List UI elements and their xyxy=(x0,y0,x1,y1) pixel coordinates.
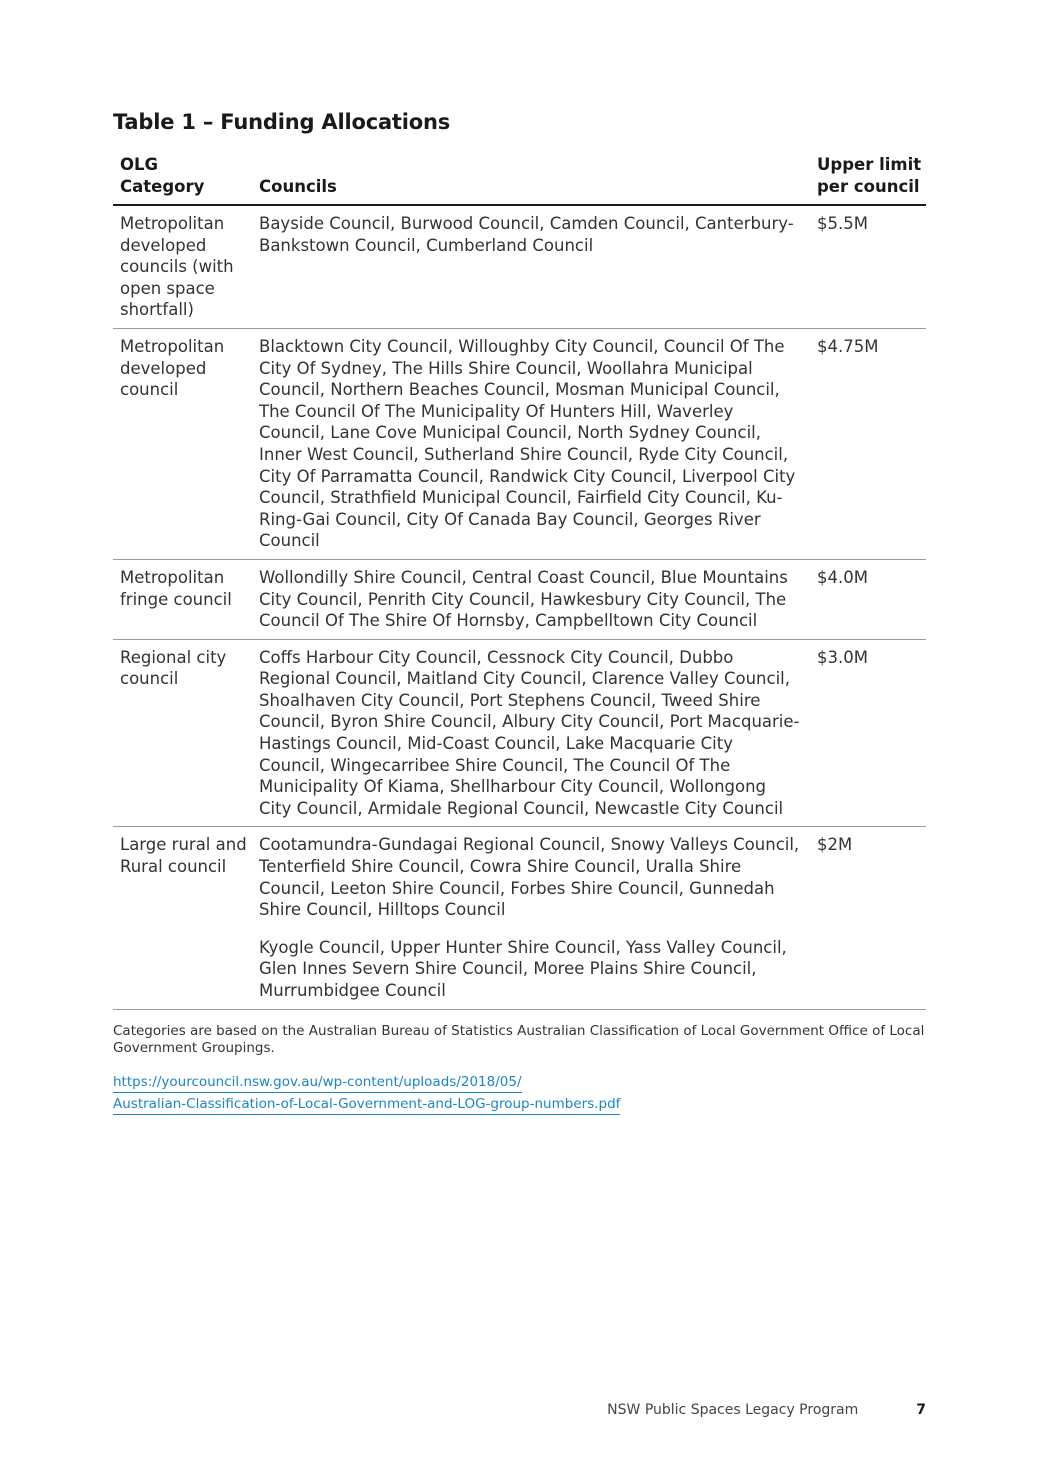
table-row xyxy=(113,559,926,639)
councils-paragraph: Blacktown City Council, Willoughby City Council, Council Of The City Of Sydney, The Hills Shire Council, Woollahra Municipal Council, Northern Beaches Council, Mosman Municipal Council, The Council Of The Municipality Of Hunters Hill, Waverley Council, Lane Cove Municipal Council, North Sydney Council, Inner West Council, Sutherland Shire Council, Ryde City Council, City Of Parramatta Council, Randwick City Council, Liverpool City Council, Strathfield Municipal Council, Fairfield City Council, Ku-Ring-Gai Council, City Of Canada Bay Council, Georges River Council xyxy=(259,336,796,551)
header-councils-label: Councils xyxy=(259,177,337,196)
row-upper-limit: $3.0M xyxy=(810,639,926,827)
row-category: Metropolitan fringe council xyxy=(113,559,252,639)
page-footer xyxy=(560,1402,926,1418)
table-row xyxy=(113,328,926,559)
row-councils xyxy=(252,328,810,559)
row-category: Large rural and Rural council xyxy=(113,827,252,1009)
row-upper-limit: $4.75M xyxy=(810,328,926,559)
reference-link[interactable] xyxy=(113,1071,926,1115)
header-olg-category-line1: OLG xyxy=(120,155,159,174)
document-page xyxy=(113,108,926,1115)
row-category: Metropolitan developed councils (with open space shortfall) xyxy=(113,205,252,328)
row-councils xyxy=(252,205,810,328)
row-councils xyxy=(252,827,810,1009)
row-upper-limit: $2M xyxy=(810,827,926,1009)
row-upper-limit: $4.0M xyxy=(810,559,926,639)
councils-paragraph: Cootamundra-Gundagai Regional Council, Snowy Valleys Council, Tenterfield Shire Council, Cowra Shire Council, Uralla Shire Council, Leeton Shire Council, Forbes Shire Council, Gunnedah Shire Council, Hilltops Council xyxy=(259,835,800,920)
councils-paragraph: Coffs Harbour City Council, Cessnock City Council, Dubbo Regional Council, Maitland City Council, Clarence Valley Council, Shoalhaven City Council, Port Stephens Council, Tweed Shire Council, Byron Shire Council, Albury City Council, Port Macquarie-Hastings Council, Mid-Coast Council, Lake Macquarie City Council, Wingecarribee Shire Council, The Council Of The Municipality Of Kiama, Shellharbour City Council, Wollongong City Council, Armidale Regional Council, Newcastle City Council xyxy=(259,647,800,818)
table-title: Table 1 – Funding Allocations xyxy=(113,110,451,134)
reference-link-line2[interactable]: Australian-Classification-of-Local-Government-and-LOG-group-numbers.pdf xyxy=(113,1094,620,1115)
header-olg-category xyxy=(113,154,252,205)
councils-paragraph: Bayside Council, Burwood Council, Camden Council, Canterbury-Bankstown Council, Cumberland Council xyxy=(259,214,794,255)
row-upper-limit: $5.5M xyxy=(810,205,926,328)
row-category: Metropolitan developed council xyxy=(113,328,252,559)
table-row xyxy=(113,827,926,1009)
page-number: 7 xyxy=(916,1402,926,1418)
header-upper-limit xyxy=(810,154,926,205)
table-row xyxy=(113,639,926,827)
header-olg-category-line2: Category xyxy=(120,177,205,196)
table-row xyxy=(113,205,926,328)
header-councils xyxy=(252,154,810,205)
councils-paragraph: Kyogle Council, Upper Hunter Shire Council, Yass Valley Council, Glen Innes Severn Shire Council, Moree Plains Shire Council, Murrumbidgee Council xyxy=(259,937,787,1000)
row-councils xyxy=(252,639,810,827)
table-header-row xyxy=(113,154,926,205)
councils-paragraph: Wollondilly Shire Council, Central Coast Council, Blue Mountains City Council, Penrith City Council, Hawkesbury City Council, The Council Of The Shire Of Hornsby, Campbelltown City Council xyxy=(259,567,788,631)
row-category: Regional city council xyxy=(113,639,252,827)
footer-program-name: NSW Public Spaces Legacy Program xyxy=(607,1402,859,1418)
header-upper-limit-line1: Upper limit xyxy=(817,155,922,174)
header-upper-limit-line2: per council xyxy=(817,177,920,196)
row-councils xyxy=(252,559,810,639)
table-footnote: Categories are based on the Australian Bureau of Statistics Australian Classification of Local Government Office of Local Government Groupings. xyxy=(113,1022,925,1056)
reference-link-line1[interactable]: https://yourcouncil.nsw.gov.au/wp-content/uploads/2018/05/ xyxy=(113,1072,522,1093)
funding-allocations-table xyxy=(113,154,926,1010)
